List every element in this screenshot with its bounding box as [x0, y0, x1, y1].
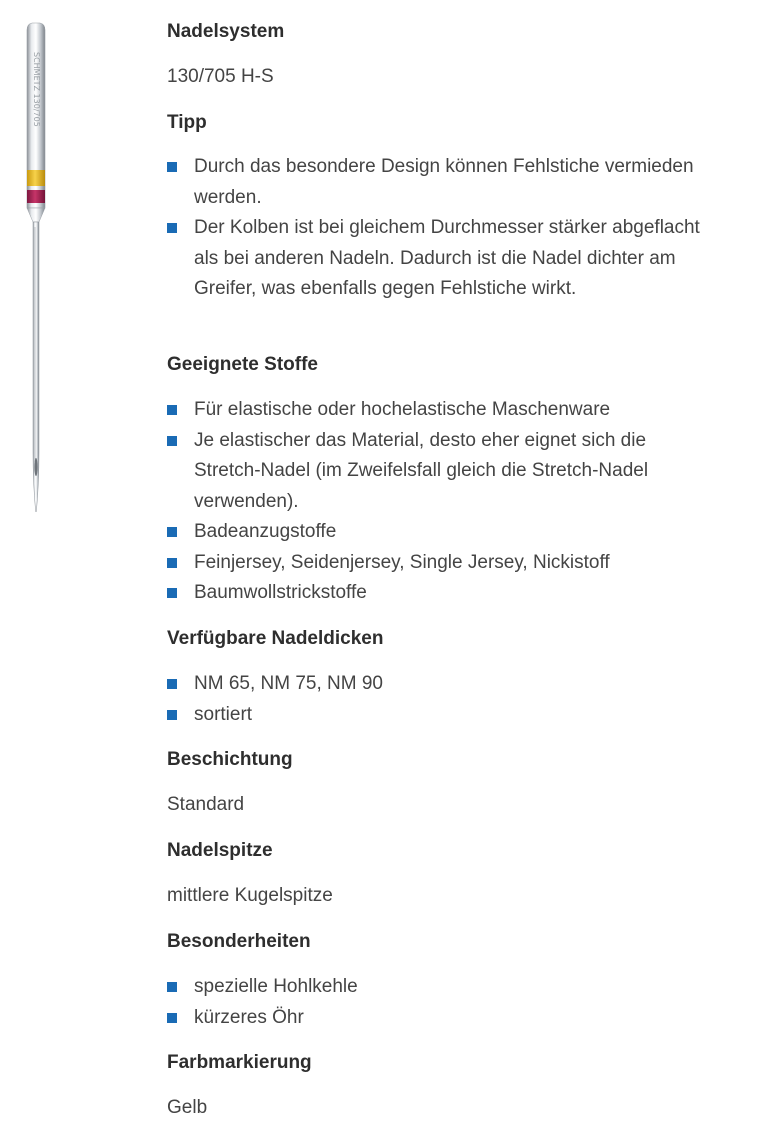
list-item — [167, 426, 707, 518]
needle-color-band-yellow — [27, 170, 45, 186]
bullet-square-icon — [167, 679, 177, 689]
list-tipp — [167, 152, 707, 305]
list-item-text: Feinjersey, Seidenjersey, Single Jersey, Nickistoff — [194, 551, 610, 573]
bullet-square-icon — [167, 223, 177, 233]
needle-color-band-red — [27, 190, 45, 203]
list-item-text: Der Kolben ist bei gleichem Durchmesser stärker abgeflacht als bei anderen Nadeln. Dadurch ist die Nadel dichter am Greifer, was ebenfalls gegen Fehlstiche wirkt. — [194, 217, 700, 299]
list-item — [167, 578, 707, 609]
heading-geeignete-stoffe: Geeignete Stoffe — [167, 354, 318, 375]
list-geeignete-stoffe — [167, 395, 707, 609]
list-item — [167, 395, 707, 426]
list-item-text: Durch das besondere Design können Fehlstiche vermieden werden. — [194, 156, 694, 208]
heading-beschichtung: Beschichtung — [167, 749, 293, 770]
bullet-square-icon — [167, 405, 177, 415]
list-item-text: Je elastischer das Material, desto eher eignet sich die Stretch-Nadel (im Zweifelsfall gleich die Stretch-Nadel verwenden). — [194, 429, 649, 512]
value-farbmarkierung: Gelb — [167, 1097, 208, 1118]
list-item-text: kürzeres Öhr — [194, 1006, 304, 1028]
list-item — [167, 669, 707, 700]
needle-imprint: SCHMETZ 130/705 — [32, 52, 41, 127]
bullet-square-icon — [167, 162, 177, 172]
list-item — [167, 213, 707, 305]
bullet-square-icon — [167, 982, 177, 992]
heading-farbmarkierung: Farbmarkierung — [167, 1052, 312, 1073]
heading-nadelsystem: Nadelsystem — [167, 21, 285, 42]
list-item-text: Badeanzugstoffe — [194, 521, 337, 542]
list-item-text: Für elastische oder hochelastische Maschenware — [194, 399, 611, 420]
needle-illustration — [18, 22, 58, 517]
bullet-square-icon — [167, 588, 177, 598]
list-item-text: NM 65, NM 75, NM 90 — [194, 673, 383, 694]
list-item-text: Baumwollstrickstoffe — [194, 582, 367, 603]
list-nadeldicken — [167, 669, 707, 730]
needle-image — [18, 22, 58, 517]
bullet-square-icon — [167, 710, 177, 720]
list-item — [167, 700, 707, 731]
heading-verfuegbare-nadeldicken: Verfügbare Nadeldicken — [167, 628, 384, 649]
bullet-square-icon — [167, 1013, 177, 1023]
list-item — [167, 548, 707, 579]
heading-tipp: Tipp — [167, 112, 207, 133]
bullet-square-icon — [167, 527, 177, 537]
value-nadelspitze: mittlere Kugelspitze — [167, 885, 333, 906]
list-item — [167, 152, 707, 213]
value-beschichtung: Standard — [167, 794, 245, 815]
list-item-text: sortiert — [194, 703, 253, 725]
bullet-square-icon — [167, 436, 177, 446]
heading-nadelspitze: Nadelspitze — [167, 840, 273, 861]
heading-besonderheiten: Besonderheiten — [167, 931, 311, 952]
list-item — [167, 972, 707, 1003]
list-item — [167, 517, 707, 548]
list-item-text: spezielle Hohlkehle — [194, 976, 358, 997]
value-nadelsystem: 130/705 H-S — [167, 66, 274, 87]
bullet-square-icon — [167, 558, 177, 568]
list-item — [167, 1003, 707, 1034]
list-besonderheiten — [167, 972, 707, 1033]
